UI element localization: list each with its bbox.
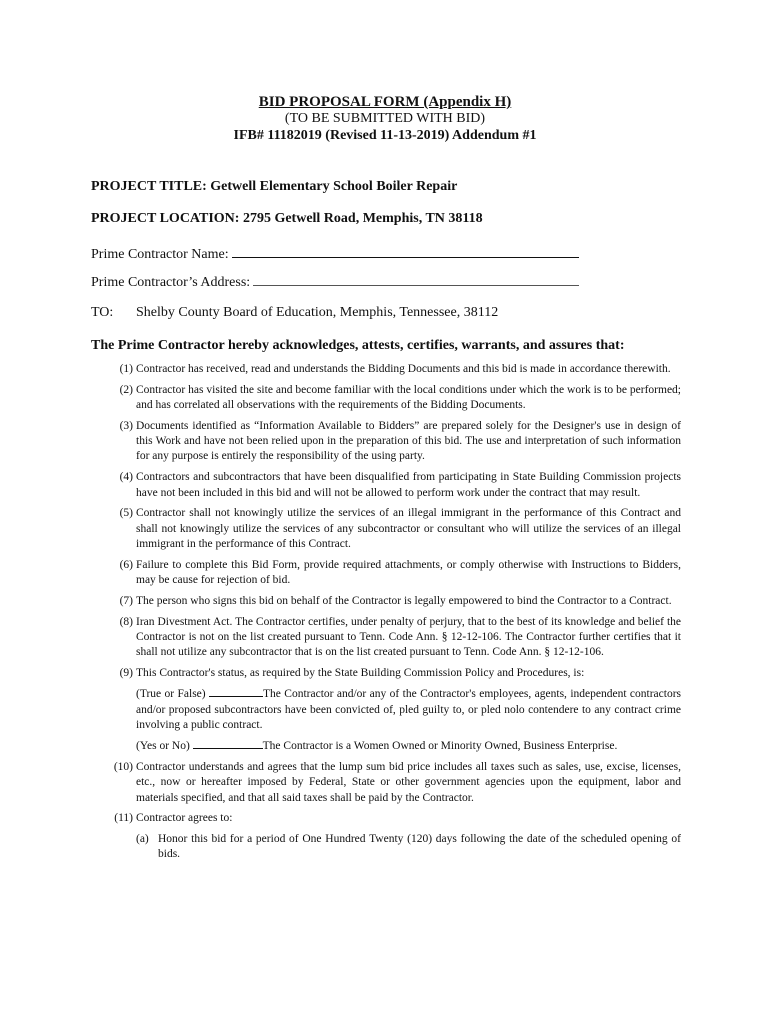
item-number: (10) <box>113 761 133 774</box>
prime-contractor-address-label: Prime Contractor’s Address: <box>91 275 251 290</box>
item-number: (2) <box>119 383 133 396</box>
item-text: Iran Divestment Act. The Contractor certifies, under penalty of perjury, that to the best of its knowledge and belief the Contractor is not on the list created pursuant to Tenn. Code Ann. § 12-12-106. The Contractor further certifies that it shall not utilize any subcontractor that is on the list created pursuant to Tenn. Code Ann. § 12-12-106. <box>136 615 681 659</box>
subitem-text: Honor this bid for a period of One Hundred Twenty (120) days following the date of the scheduled opening of bids. <box>158 832 681 861</box>
item-text: Documents identified as “Information Available to Bidders” are prepared solely for the Designer's use in design of this Work and have not been relied upon in the preparation of this bid. The use and interpretation of such information for any purpose is entirely the responsibility of the using party. <box>136 419 681 463</box>
item-number: (6) <box>119 558 133 571</box>
item-number: (5) <box>119 507 133 520</box>
list-item <box>91 558 681 589</box>
yes-no-text: The Contractor is a Women Owned or Minority Owned, Business Enterprise. <box>262 740 618 753</box>
prime-contractor-name-label: Prime Contractor Name: <box>91 247 229 262</box>
yes-no-prefix: (Yes or No) <box>136 740 190 753</box>
item-number: (3) <box>119 419 133 432</box>
prime-contractor-name-field[interactable] <box>232 244 579 258</box>
subitem-label: (a) <box>136 832 149 845</box>
list-item <box>91 470 681 501</box>
item-number: (7) <box>119 594 133 607</box>
list-item <box>91 666 681 754</box>
list-item <box>91 506 681 552</box>
list-item <box>91 615 681 661</box>
item-text: This Contractor's status, as required by the State Building Commission Policy and Procedures, is: <box>136 667 585 680</box>
item-text: Contractor understands and agrees that the lump sum bid price includes all taxes such as sales, use, excise, licenses, etc., now or hereafter imposed by Federal, State or other government agencies upon the equipment, labor and materials specified, and that all said taxes shall be paid by the Contractor. <box>136 761 681 804</box>
agree-subitem <box>136 832 681 863</box>
item-text: Contractor has visited the site and become familiar with the local conditions under which the work is to be performed; and has correlated all observations with the requirements of the Bidding Documents. <box>136 383 681 412</box>
item-text: Contractor shall not knowingly utilize the services of an illegal immigrant in the performance of this Contract and shall not knowingly utilize the services of any subcontractor or consultant who will utilize the services of an illegal immigrant in the performance of this Contract. <box>136 507 681 550</box>
true-false-statement <box>136 685 681 733</box>
item-number: (11) <box>114 812 133 825</box>
item-number: (1) <box>119 363 133 375</box>
list-item <box>91 383 681 414</box>
item-number: (4) <box>119 471 133 484</box>
acknowledgement-intro: The Prime Contractor hereby acknowledges, attests, certifies, warrants, and assures that: <box>91 338 625 353</box>
prime-contractor-address-row <box>91 272 579 291</box>
list-item <box>91 594 681 609</box>
item-text: Contractors and subcontractors that have been disqualified from participating in State Building Commission projects have not been included in this bid and will not be allowed to perform work under the contract that may result. <box>136 471 681 499</box>
item-text: Contractor has received, read and understands the Bidding Documents and this bid is made in accordance therewith. <box>136 363 671 375</box>
true-false-text: The Contractor and/or any of the Contractor's employees, agents, independent contractors and/or proposed subcontractors have been convicted of, pled guilty to, or pled nolo contendere to any contract crime involving a public contract. <box>136 688 682 731</box>
list-item <box>91 760 681 806</box>
ifb-line: IFB# 11182019 (Revised 11-13-2019) Addendum #1 <box>233 128 537 143</box>
item-text: Failure to complete this Bid Form, provide required attachments, or comply otherwise with Instructions to Bidders, may be cause for rejection of bid. <box>136 558 681 587</box>
to-recipient: Shelby County Board of Education, Memphis, Tennessee, 38112 <box>136 305 499 320</box>
item-text: The person who signs this bid on behalf of the Contractor is legally empowered to bind the Contractor to a Contract. <box>136 594 672 607</box>
list-item <box>91 362 681 377</box>
item-number: (8) <box>119 615 133 628</box>
form-subtitle: (TO BE SUBMITTED WITH BID) <box>284 111 486 126</box>
yes-no-statement <box>136 737 681 754</box>
acknowledgement-list <box>91 362 681 868</box>
yes-no-field[interactable] <box>193 737 263 749</box>
project-title: PROJECT TITLE: Getwell Elementary School Boiler Repair <box>91 179 458 194</box>
prime-contractor-address-field[interactable] <box>253 272 579 286</box>
project-location: PROJECT LOCATION: 2795 Getwell Road, Memphis, TN 38118 <box>91 211 483 226</box>
list-item <box>91 419 681 465</box>
prime-contractor-name-row <box>91 244 579 263</box>
true-false-field[interactable] <box>209 685 263 697</box>
list-item <box>91 811 681 862</box>
item-text: Contractor agrees to: <box>136 812 233 825</box>
item-number: (9) <box>119 667 133 680</box>
to-label: TO: <box>91 305 114 320</box>
form-title: BID PROPOSAL FORM (Appendix H) <box>258 94 512 110</box>
true-false-prefix: (True or False) <box>136 688 206 701</box>
to-row <box>91 305 691 323</box>
